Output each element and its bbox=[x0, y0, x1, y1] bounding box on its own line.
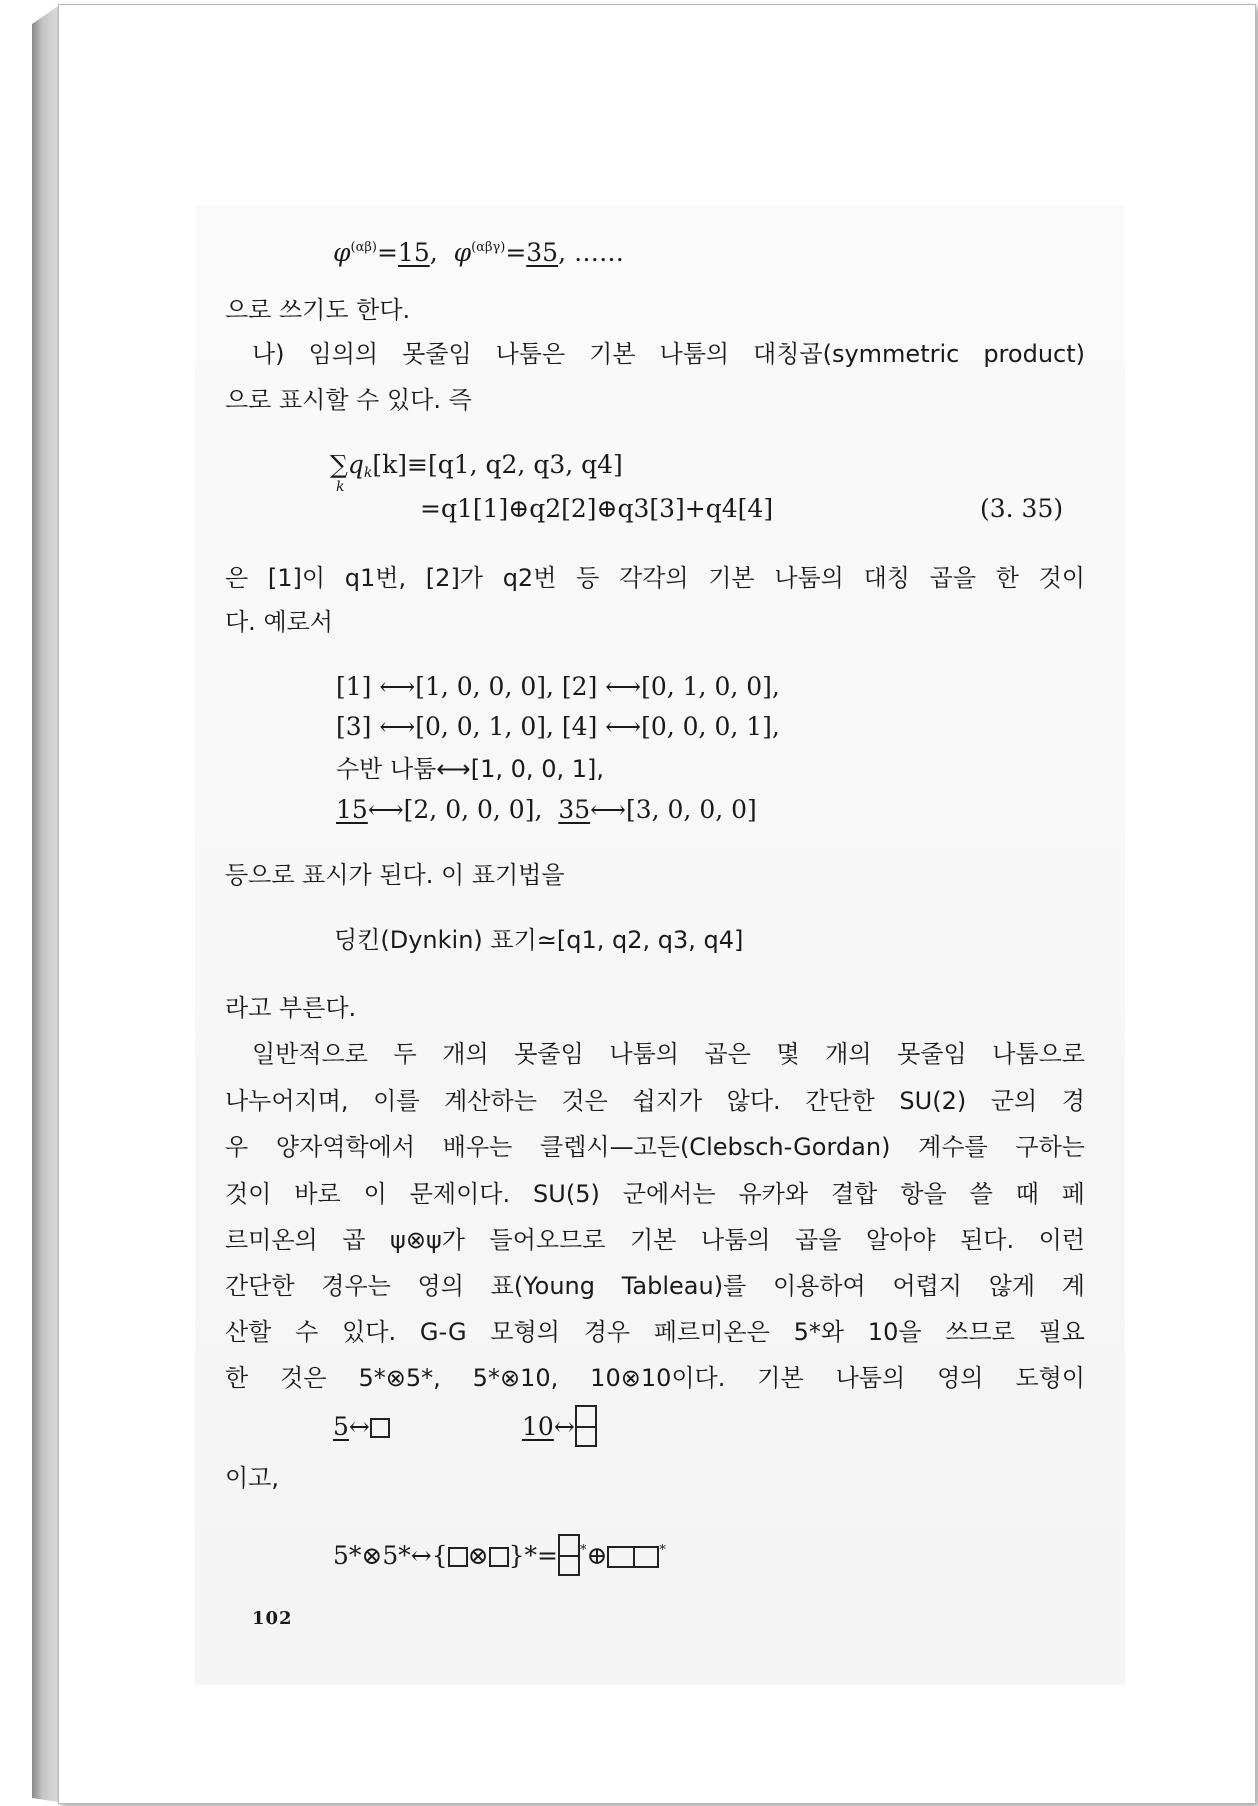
example-row-1: [1] ⟷[1, 0, 0, 0], [2] ⟷[0, 1, 0, 0], bbox=[336, 672, 780, 701]
phi-equations bbox=[333, 233, 624, 268]
paragraph-line: 간단한 경우는 영의 표(Young Tableau)를 이용하여 어렵지 않게 계 bbox=[225, 1272, 1085, 1300]
conjugate-star: * bbox=[579, 1543, 587, 1558]
superscript: (αβ) bbox=[350, 240, 377, 255]
brace-open: { bbox=[431, 1541, 448, 1570]
page-number: 102 bbox=[252, 1608, 293, 1629]
single-box-diagram bbox=[489, 1547, 509, 1567]
vertical-two-box-diagram bbox=[558, 1534, 580, 1576]
text-line: 라고 부른다. bbox=[225, 994, 357, 1022]
rep-35: 35 bbox=[558, 795, 591, 824]
product-equation bbox=[333, 1527, 666, 1580]
paragraph-line: 한 것은 5*⊗5*, 5*⊗10, 10⊗10이다. 기본 나툼의 영의 도형이 bbox=[225, 1364, 1085, 1392]
equals: = bbox=[536, 1541, 558, 1570]
sum-symbol: ∑ bbox=[330, 450, 348, 479]
text-line: 은 [1]이 q1번, [2]가 q2번 등 각각의 기본 나툼의 대칭 곱을 한 것이 bbox=[225, 564, 1085, 592]
lhs-product: 5*⊗5*↔ bbox=[333, 1541, 432, 1570]
paragraph-line: 나누어지며, 이를 계산하는 것은 쉽지가 않다. 간단한 SU(2) 군의 경 bbox=[225, 1087, 1085, 1115]
young-diagram-10 bbox=[522, 1403, 597, 1451]
paragraph-line: 우 양자역학에서 배우는 클렙시—고든(Clebsch-Gordan) 계수를 구하는 bbox=[225, 1133, 1085, 1161]
value-35: 35 bbox=[526, 238, 559, 267]
lhs-bracket: [k] bbox=[372, 450, 408, 479]
lhs-subscript: k bbox=[363, 465, 373, 481]
paragraph-line: 것이 바로 이 문제이다. SU(5) 군에서는 유카와 결합 항을 쓸 때 페 bbox=[225, 1180, 1085, 1208]
rep-15: 15 bbox=[336, 795, 368, 824]
text-line: 이고, bbox=[225, 1464, 279, 1492]
phi-symbol: φ bbox=[333, 238, 351, 267]
paragraph-line: 일반적으로 두 개의 못줄임 나툼의 곱은 몇 개의 못줄임 나툼으로 bbox=[252, 1040, 1085, 1068]
text-line: 등으로 표시가 된다. 이 표기법을 bbox=[225, 861, 565, 889]
value-15: 15 bbox=[397, 238, 430, 267]
single-box-diagram bbox=[448, 1547, 468, 1567]
text-line: 다. 예로서 bbox=[225, 608, 333, 636]
equation-3-35-line1 bbox=[330, 450, 623, 495]
rep-35-mapping: ⟷[3, 0, 0, 0] bbox=[590, 795, 757, 824]
brace-close: } bbox=[508, 1541, 525, 1570]
young-diagram-5 bbox=[333, 1403, 390, 1451]
phi-symbol: φ bbox=[453, 238, 472, 267]
dynkin-notation: 딩킨(Dynkin) 표기≃[q1, q2, q3, q4] bbox=[334, 926, 744, 954]
sum-index: k bbox=[336, 479, 345, 495]
book-spine-edge bbox=[32, 6, 58, 1802]
item-b-line2: 으로 표시할 수 있다. 즉 bbox=[225, 386, 472, 414]
example-row-4 bbox=[336, 795, 757, 825]
equation-3-35-line2: =q1[1]⊕q2[2]⊕q3[3]+q4[4] bbox=[420, 494, 774, 523]
arrow: ↔ bbox=[348, 1412, 370, 1441]
equals: = bbox=[505, 238, 527, 267]
vertical-two-box-diagram bbox=[575, 1405, 597, 1447]
horizontal-two-box-diagram bbox=[607, 1546, 659, 1568]
equals: = bbox=[376, 238, 398, 267]
ellipsis: , …… bbox=[558, 238, 624, 267]
equation-number: (3. 35) bbox=[980, 494, 1064, 523]
example-row-3: 수반 나툼⟷[1, 0, 0, 1], bbox=[336, 755, 604, 783]
rep-15-mapping: ⟷[2, 0, 0, 0], bbox=[367, 795, 559, 824]
tensor-symbol: ⊗ bbox=[467, 1541, 489, 1570]
lhs-q: q bbox=[347, 450, 364, 479]
item-b-line1: 나) 임의의 못줄임 나툼은 기본 나툼의 대칭곱(symmetric product) bbox=[252, 340, 1085, 368]
arrow: ↔ bbox=[553, 1412, 575, 1441]
paragraph-line: 산할 수 있다. G-G 모형의 경우 페르미온은 5*와 10을 쓰므로 필요 bbox=[225, 1318, 1085, 1346]
single-box-diagram bbox=[370, 1418, 390, 1438]
conjugate-star: * bbox=[659, 1543, 666, 1558]
superscript: (αβγ) bbox=[471, 240, 506, 255]
rhs-definition: ≡[q1, q2, q3, q4] bbox=[407, 450, 623, 479]
separator: , bbox=[429, 238, 454, 267]
rep-5: 5 bbox=[333, 1412, 349, 1441]
conjugate-star: * bbox=[524, 1541, 537, 1570]
example-row-2: [3] ⟷[0, 0, 1, 0], [4] ⟷[0, 0, 0, 1], bbox=[336, 712, 780, 741]
paragraph-line: 르미온의 곱 ψ⊗ψ가 들어오므로 기본 나툼의 곱을 알아야 된다. 이런 bbox=[225, 1226, 1085, 1254]
direct-sum-symbol: ⊕ bbox=[586, 1541, 608, 1570]
text-line: 으로 쓰기도 한다. bbox=[225, 296, 411, 324]
rep-10: 10 bbox=[522, 1412, 554, 1441]
